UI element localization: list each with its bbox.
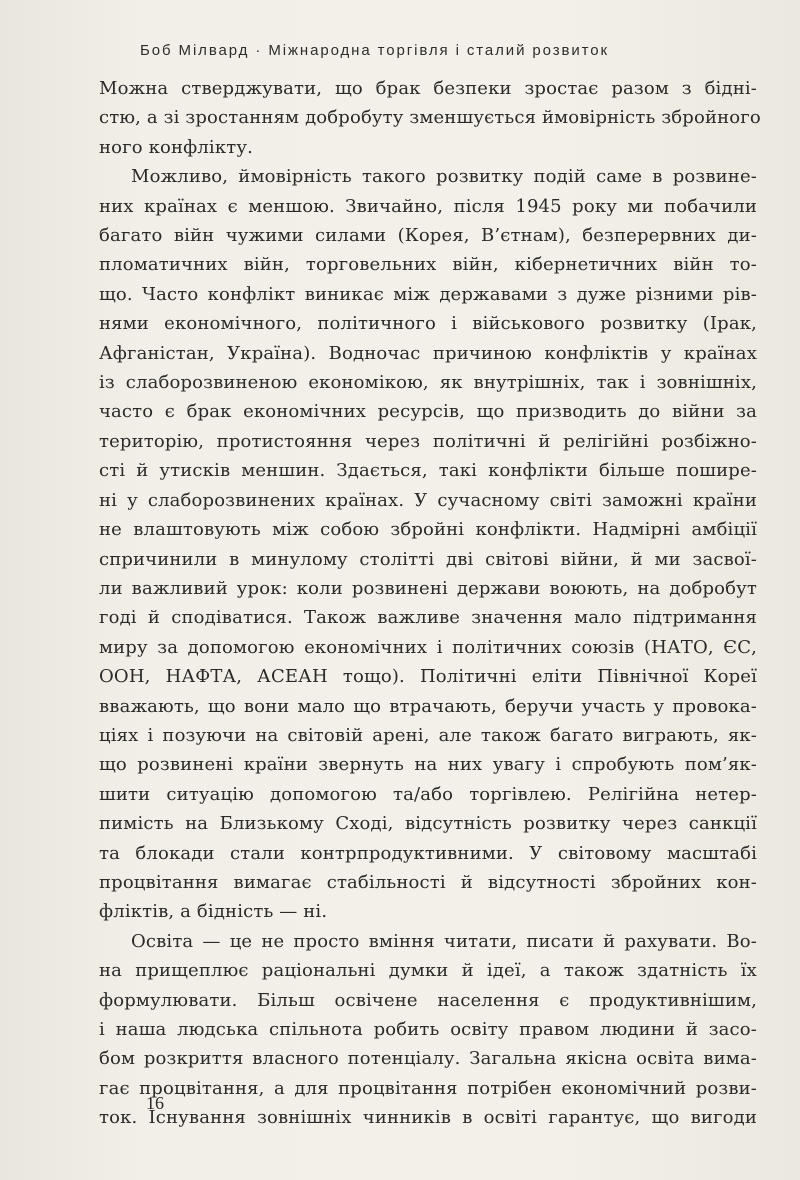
text-line: фліктів, а бідність — ні. — [99, 901, 328, 923]
text-line: процвітання вимагає стабільності й відсутності збройних кон- — [99, 871, 757, 893]
text-line: що розвинені країни звернуть на них увагу і спробують пом’як- — [99, 754, 757, 776]
text-line: бом розкриття власного потенціалу. Загальна якісна освіта вима- — [99, 1048, 757, 1070]
paragraph — [99, 74, 761, 162]
text-line: ціях і позуючи на світовій арені, але також багато виграють, як- — [99, 724, 757, 746]
running-header: Боб Мілвард · Міжнародна торгівля і сталий розвиток — [140, 42, 609, 59]
text-line: формулювати. Більш освічене населення є продуктивнішим, — [99, 989, 757, 1011]
text-line: гає процвітання, а для процвітання потрібен економічний розви- — [99, 1077, 757, 1099]
text-line: нями економічного, політичного і військового розвитку (Ірак, — [99, 313, 757, 335]
text-line: Можливо, ймовірність такого розвитку подій саме в розвине- — [131, 166, 757, 188]
text-line: годі й сподіватися. Також важливе значення мало підтримання — [99, 607, 757, 629]
text-line: ні у слаборозвинених країнах. У сучасному світі заможні країни — [99, 489, 757, 511]
text-line: пломатичних війн, торговельних війн, кібернетичних війн то- — [99, 254, 757, 276]
text-line: ООН, НАФТА, АСЕАН тощо). Політичні еліти Північної Кореї — [99, 666, 757, 688]
text-line: Афганістан, Україна). Водночас причиною конфліктів у країнах — [99, 342, 757, 364]
paragraph — [99, 162, 757, 927]
text-line: миру за допомогою економічних і політичних союзів (НАТО, ЄС, — [99, 636, 757, 658]
text-line: ток. Існування зовнішніх чинників в освіті гарантує, що вигоди — [99, 1107, 757, 1129]
text-line: стю, а зі зростанням добробуту зменшується ймовірність збройного — [99, 107, 761, 129]
page-number: 16 — [146, 1093, 164, 1113]
text-line: Освіта — це не просто вміння читати, писати й рахувати. Во- — [131, 930, 757, 952]
text-line: із слаборозвиненою економікою, як внутрішніх, так і зовнішніх, — [99, 372, 757, 394]
text-line: та блокади стали контрпродуктивними. У світовому масштабі — [99, 842, 757, 864]
paragraph — [99, 927, 757, 1133]
text-line: пимість на Близькому Сході, відсутність розвитку через санкції — [99, 813, 757, 835]
text-line: них країнах є меншою. Звичайно, після 1945 року ми побачили — [99, 195, 757, 217]
text-line: спричинили в минулому столітті дві світові війни, й ми засвої- — [99, 548, 757, 570]
text-line: Можна стверджувати, що брак безпеки зростає разом з бідні- — [99, 78, 757, 99]
text-line: ного конфлікту. — [99, 136, 253, 158]
text-line: що. Часто конфлікт виникає між державами з дуже різними рів- — [99, 283, 757, 305]
text-line: ли важливий урок: коли розвинені держави воюють, на добробут — [99, 577, 757, 599]
text-line: часто є брак економічних ресурсів, що призводить до війни за — [99, 401, 757, 423]
text-line: вважають, що вони мало що втрачають, беручи участь у провока- — [99, 695, 757, 717]
text-line: і наша людська спільнота робить освіту правом людини й засо- — [99, 1019, 757, 1040]
body-text — [99, 74, 761, 1133]
text-line: багато війн чужими силами (Корея, В’єтнам), безперервних ди- — [99, 225, 757, 247]
text-line: шити ситуацію допомогою та/або торгівлею. Релігійна нетер- — [99, 783, 757, 805]
text-line: не влаштовують між собою збройні конфлікти. Надмірні амбіції — [99, 519, 757, 541]
text-line: на прищеплює раціональні думки й ідеї, а також здатність їх — [99, 960, 757, 982]
text-line: територію, протистояння через політичні й релігійні розбіжно- — [99, 430, 757, 452]
text-line: сті й утисків меншин. Здається, такі конфлікти більше пошире- — [99, 460, 757, 482]
